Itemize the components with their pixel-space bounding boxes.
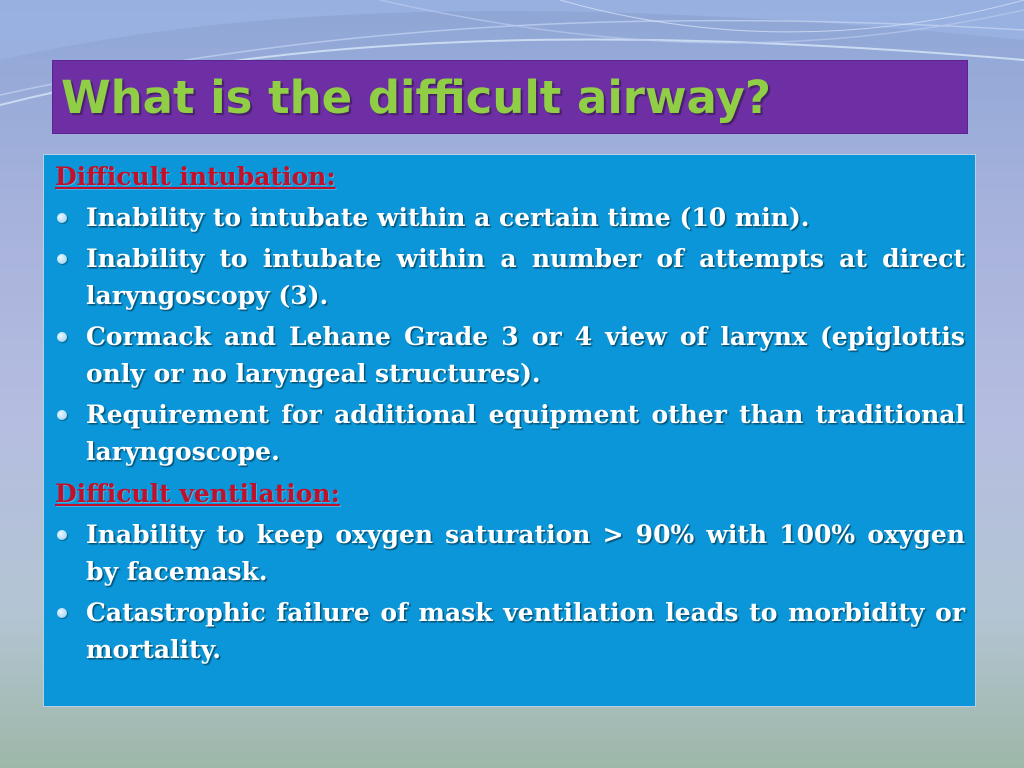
bullet-text: Inability to intubate within a number of attempts at direct laryngoscopy (3). — [86, 244, 965, 310]
title-bar — [52, 60, 968, 134]
bullet-icon — [57, 530, 67, 540]
bullet-text: Inability to intubate within a certain time (10 min). — [86, 203, 810, 232]
bullet-icon — [57, 213, 67, 223]
bullet-icon — [57, 254, 67, 264]
bullet-text: Requirement for additional equipment other than traditional laryngoscope. — [86, 400, 965, 466]
section-intubation — [55, 159, 965, 470]
section-heading: Difficult ventilation: — [55, 479, 340, 508]
bullet-text: Inability to keep oxygen saturation > 90% with 100% oxygen by facemask. — [86, 520, 965, 586]
bullet-list — [55, 516, 965, 668]
bullet-icon — [57, 608, 67, 618]
bullet-item — [55, 594, 965, 668]
bullet-text: Catastrophic failure of mask ventilation leads to morbidity or mortality. — [86, 598, 965, 664]
slide-title: What is the difficult airway? — [61, 71, 771, 124]
section-heading: Difficult intubation: — [55, 162, 336, 191]
bullet-item — [55, 199, 965, 236]
bullet-item — [55, 516, 965, 590]
content-panel — [43, 154, 976, 707]
bullet-list — [55, 199, 965, 470]
bullet-item — [55, 318, 965, 392]
bullet-item — [55, 396, 965, 470]
bullet-icon — [57, 332, 67, 342]
bullet-text: Cormack and Lehane Grade 3 or 4 view of larynx (epiglottis only or no laryngeal structures). — [86, 322, 965, 388]
bullet-icon — [57, 410, 67, 420]
bullet-item — [55, 240, 965, 314]
section-ventilation — [55, 476, 965, 668]
